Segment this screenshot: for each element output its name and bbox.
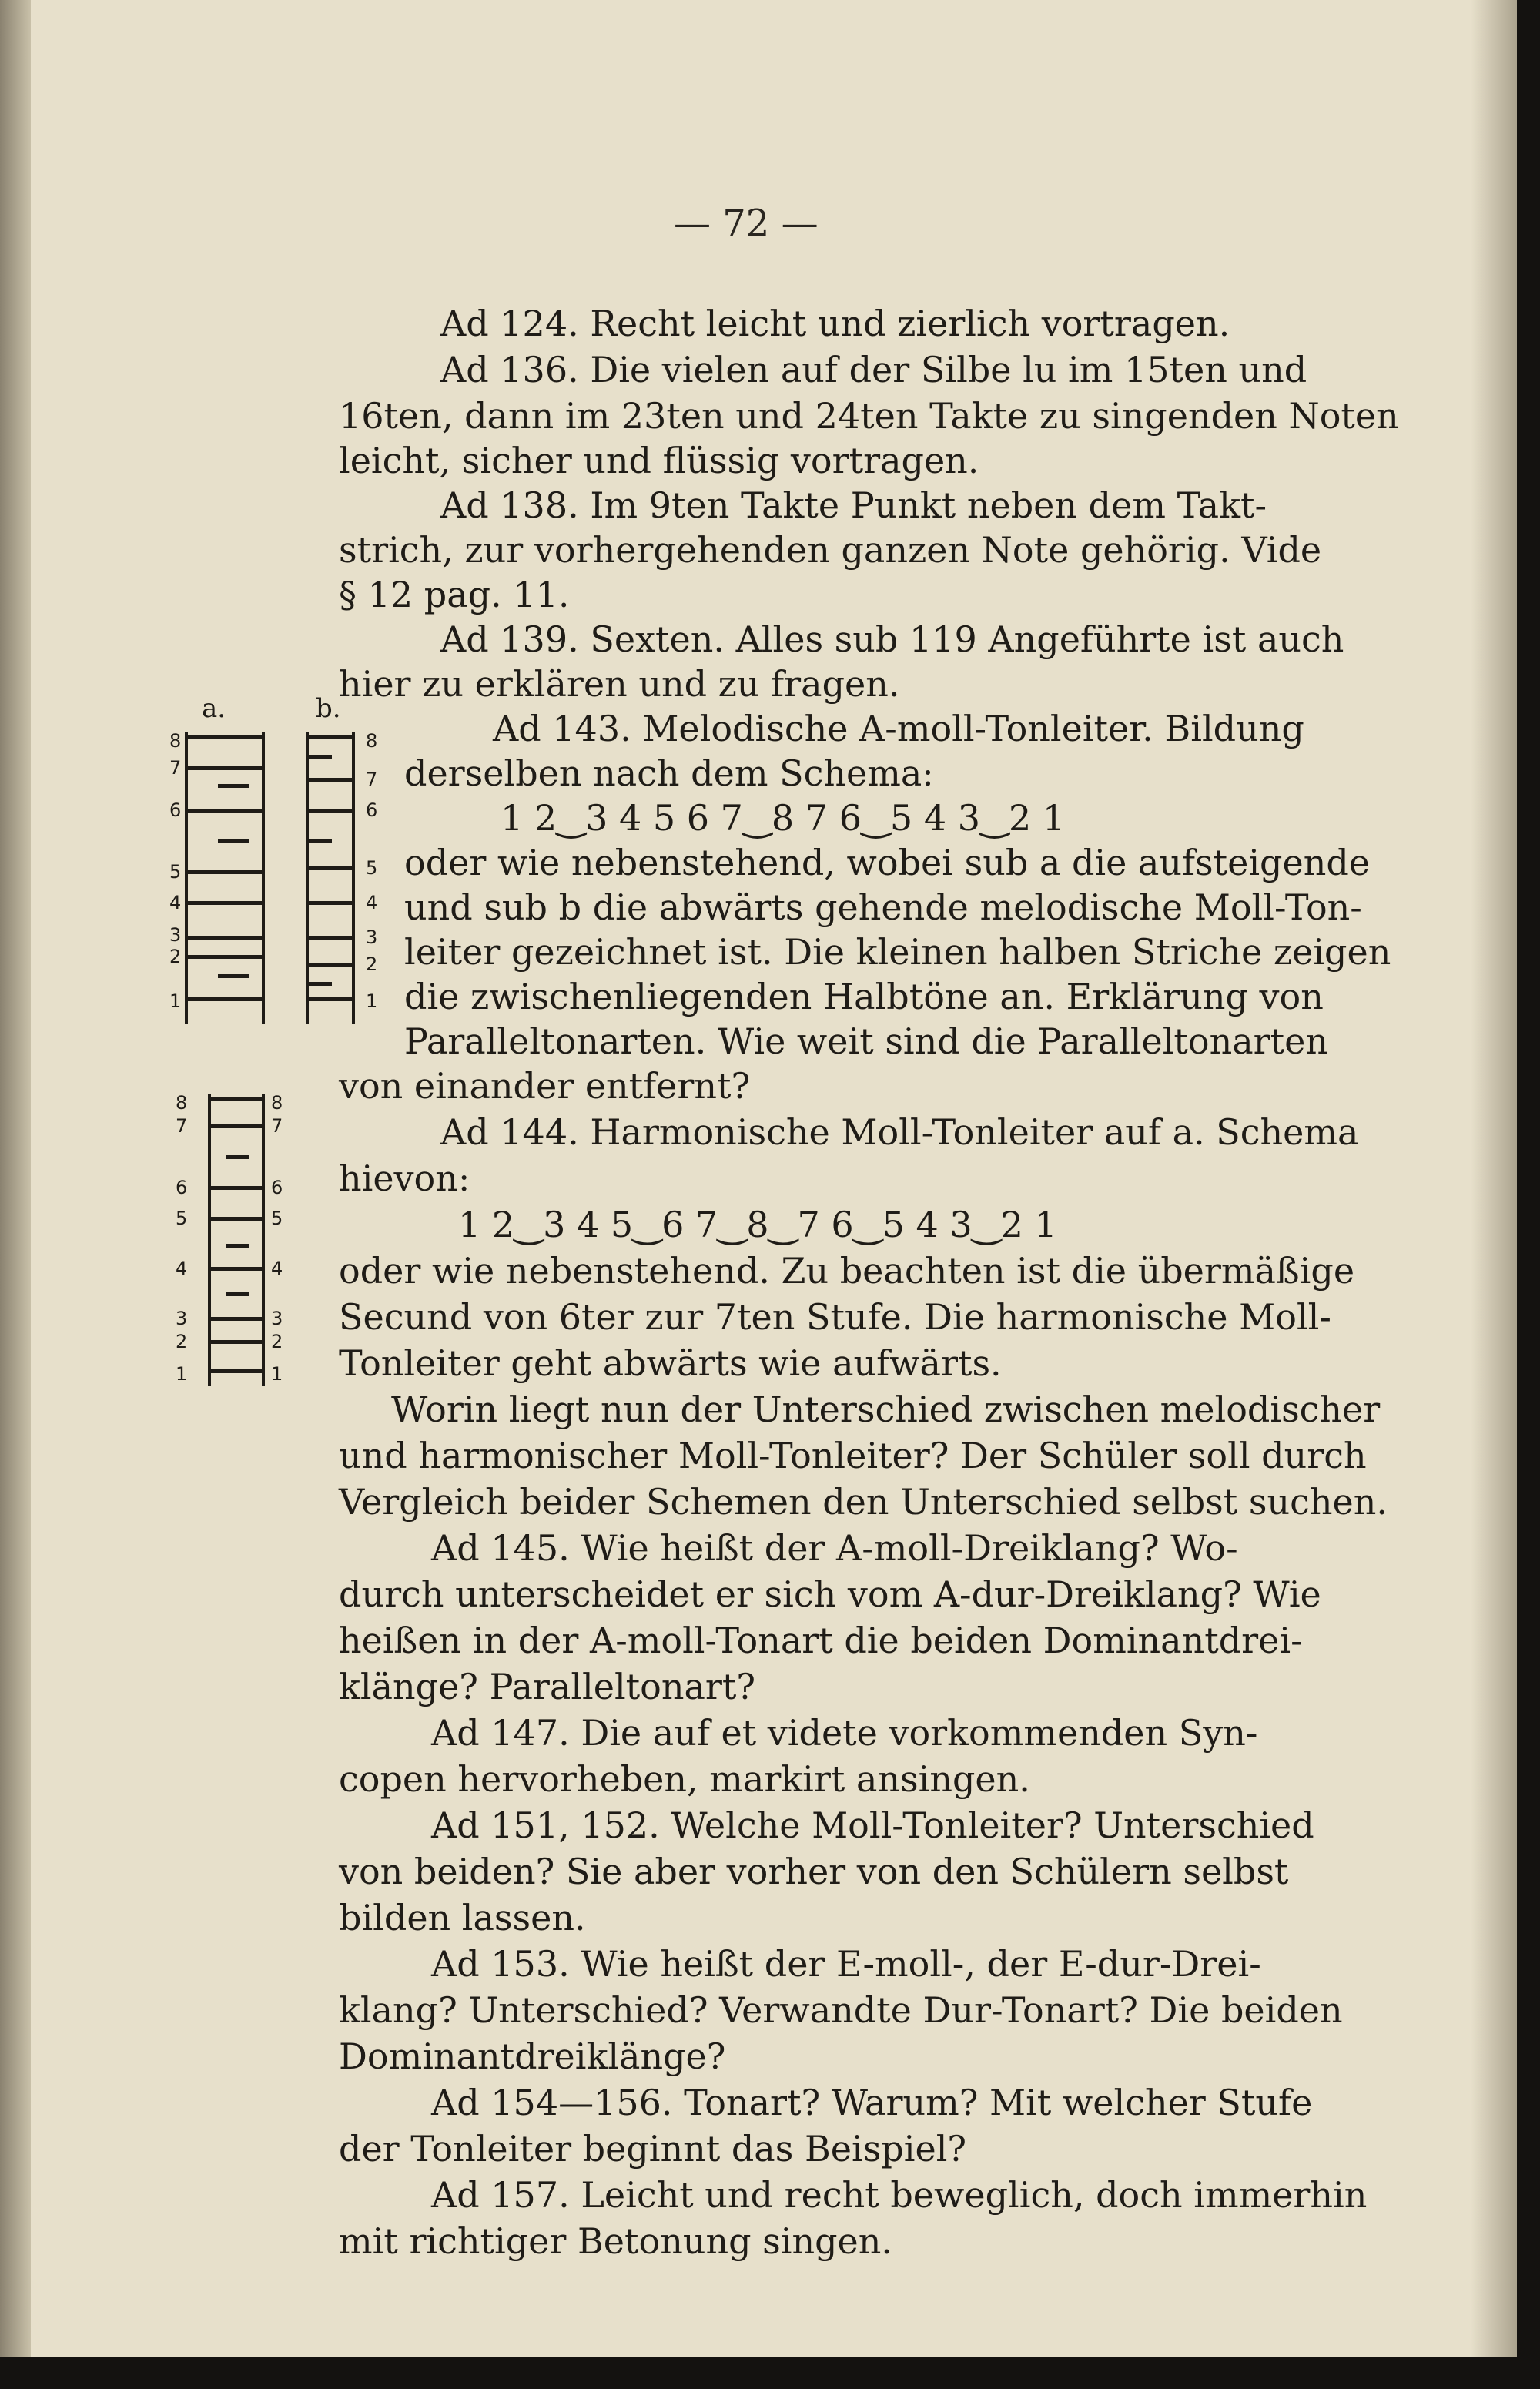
scale-schema-melodic: 1 2‿3 4 5 6 7‿8 7 6‿5 4 3‿2 1 — [500, 797, 1066, 839]
figure-label-b: b. — [316, 693, 341, 724]
ladder-rail — [262, 732, 265, 1024]
scale-schema-harmonic: 1 2‿3 4 5‿6 7‿8‿7 6‿5 4 3‿2 1 — [458, 1204, 1057, 1245]
ladder-step-number: 3 — [176, 1308, 188, 1329]
ladder-rail — [185, 732, 188, 1024]
text-line: Ad 145. Wie heißt der A-moll-Dreiklang? Wo- — [431, 1527, 1238, 1569]
text-line: Ad 136. Die vielen auf der Silbe lu im 15ten und — [440, 349, 1307, 390]
text-line: Secund von 6ter zur 7ten Stufe. Die harmonische Moll- — [339, 1296, 1331, 1338]
ladder-rung — [208, 1317, 265, 1321]
ladder-rung — [185, 955, 265, 959]
ladder-rung — [208, 1217, 265, 1221]
ladder-step-number: 2 — [366, 953, 378, 975]
ladder-rung — [306, 755, 332, 759]
ladder-rung — [218, 784, 249, 788]
ladder-rung — [306, 936, 355, 940]
ladder-step-number: 2 — [271, 1331, 283, 1352]
text-line: klänge? Paralleltonart? — [339, 1666, 756, 1707]
ladder-step-number: 5 — [271, 1208, 283, 1229]
text-line: mit richtiger Betonung singen. — [339, 2220, 893, 2262]
ladder-rung — [208, 1369, 265, 1373]
ladder-rung — [208, 1097, 265, 1101]
text-line: oder wie nebenstehend, wobei sub a die aufsteigende — [404, 842, 1371, 883]
text-line: Dominantdreiklänge? — [339, 2036, 726, 2077]
ladder-step-number: 7 — [366, 769, 378, 790]
ladder-rung — [306, 839, 332, 843]
ladder-rung — [208, 1340, 265, 1344]
text-line: und harmonischer Moll-Tonleiter? Der Schüler soll durch — [339, 1435, 1367, 1476]
ladder-step-number: 6 — [366, 799, 378, 821]
text-line: bilden lassen. — [339, 1897, 586, 1938]
ladder-step-number: 3 — [271, 1308, 283, 1329]
text-line: hievon: — [339, 1158, 470, 1199]
text-line: und sub b die abwärts gehende melodische Moll-Ton- — [404, 886, 1362, 928]
ladder-rung — [226, 1292, 249, 1296]
ladder-rung — [208, 1267, 265, 1271]
ladder-step-number: 5 — [176, 1208, 188, 1229]
text-line: § 12 pag. 11. — [339, 574, 570, 615]
ladder-step-number: 8 — [176, 1092, 188, 1114]
scale-ladder-b — [296, 732, 389, 1024]
ladder-step-number: 2 — [169, 946, 182, 967]
ladder-rung — [306, 963, 355, 967]
text-line: die zwischenliegenden Halbtöne an. Erklärung von — [404, 976, 1324, 1017]
ladder-rung — [306, 735, 355, 739]
text-line: durch unterscheidet er sich vom A-dur-Dreiklang? Wie — [339, 1573, 1321, 1615]
text-line: hier zu erklären und zu fragen. — [339, 663, 900, 705]
ladder-rung — [306, 866, 355, 870]
text-line: leiter gezeichnet ist. Die kleinen halben Striche zeigen — [404, 931, 1391, 973]
ladder-step-number: 7 — [176, 1115, 188, 1137]
text-line: Ad 124. Recht leicht und zierlich vortragen. — [440, 303, 1230, 344]
ladder-step-number: 3 — [169, 924, 182, 946]
text-line: oder wie nebenstehend. Zu beachten ist die übermäßige — [339, 1250, 1355, 1292]
ladder-step-number: 7 — [169, 757, 182, 779]
text-line: Tonleiter geht abwärts wie aufwärts. — [339, 1342, 1002, 1384]
ladder-step-number: 5 — [169, 861, 182, 883]
text-line: von einander entfernt? — [339, 1065, 751, 1107]
ladder-step-number: 6 — [169, 799, 182, 821]
text-line: Ad 157. Leicht und recht beweglich, doch immerhin — [431, 2174, 1368, 2216]
ladder-rung — [185, 766, 265, 770]
ladder-rung — [218, 839, 249, 843]
ladder-rail — [352, 732, 355, 1024]
text-line: Worin liegt nun der Unterschied zwischen melodischer — [391, 1389, 1381, 1430]
ladder-step-number: 5 — [366, 857, 378, 879]
ladder-step-number: 1 — [176, 1363, 188, 1385]
ladder-step-number: 8 — [366, 730, 378, 752]
text-line: copen hervorheben, markirt ansingen. — [339, 1758, 1030, 1800]
figure-label-a: a. — [202, 693, 226, 724]
ladder-step-number: 4 — [169, 892, 182, 913]
ladder-step-number: 8 — [271, 1092, 283, 1114]
ladder-step-number: 4 — [366, 892, 378, 913]
text-line: Ad 143. Melodische A-moll-Tonleiter. Bildung — [493, 708, 1304, 749]
ladder-step-number: 3 — [366, 926, 378, 948]
text-line: Ad 138. Im 9ten Takte Punkt neben dem Takt- — [440, 484, 1267, 526]
ladder-rung — [185, 936, 265, 940]
text-line: Ad 147. Die auf et videte vorkommenden Syn- — [431, 1712, 1258, 1754]
ladder-rung — [208, 1186, 265, 1190]
book-binding — [0, 0, 31, 2357]
text-line: Paralleltonarten. Wie weit sind die Paralleltonarten — [404, 1020, 1328, 1062]
text-line: der Tonleiter beginnt das Beispiel? — [339, 2128, 967, 2170]
text-line: Ad 151, 152. Welche Moll-Tonleiter? Unterschied — [431, 1804, 1314, 1846]
ladder-rung — [226, 1155, 249, 1159]
text-line: Ad 144. Harmonische Moll-Tonleiter auf a. Schema — [440, 1111, 1359, 1153]
ladder-step-number: 4 — [271, 1258, 283, 1279]
ladder-rung — [306, 982, 332, 986]
ladder-rung — [306, 901, 355, 905]
text-line: von beiden? Sie aber vorher von den Schülern selbst — [339, 1851, 1289, 1892]
page-number: — 72 — — [674, 202, 819, 245]
page-header — [0, 202, 1540, 248]
ladder-rung — [306, 778, 355, 782]
text-line: Ad 154—156. Tonart? Warum? Mit welcher Stufe — [431, 2082, 1313, 2123]
ladder-rung — [306, 997, 355, 1001]
text-line: Ad 139. Sexten. Alles sub 119 Angeführte ist auch — [440, 618, 1344, 660]
ladder-step-number: 6 — [176, 1177, 188, 1198]
ladder-rung — [185, 735, 265, 739]
ladder-rung — [185, 997, 265, 1001]
ladder-rung — [185, 870, 265, 874]
ladder-rung — [208, 1124, 265, 1128]
ladder-step-number: 1 — [169, 990, 182, 1012]
ladder-step-number: 7 — [271, 1115, 283, 1137]
scale-ladder-harmonic-left — [176, 1094, 268, 1386]
ladder-step-number: 6 — [271, 1177, 283, 1198]
ladder-rung — [226, 1244, 249, 1248]
scale-ladder-a — [169, 730, 268, 1024]
text-line: Ad 153. Wie heißt der E-moll-, der E-dur-Drei- — [431, 1943, 1261, 1985]
text-line: 16ten, dann im 23ten und 24ten Takte zu singenden Noten — [339, 395, 1399, 437]
ladder-rung — [218, 974, 249, 978]
text-line: heißen in der A-moll-Tonart die beiden Dominantdrei- — [339, 1620, 1303, 1661]
text-line: leicht, sicher und flüssig vortragen. — [339, 440, 979, 481]
ladder-step-number: 8 — [169, 730, 182, 752]
ladder-rail — [306, 732, 309, 1024]
ladder-step-number: 1 — [271, 1363, 283, 1385]
ladder-step-number: 4 — [176, 1258, 188, 1279]
ladder-step-number: 2 — [176, 1331, 188, 1352]
text-line: derselben nach dem Schema: — [404, 752, 934, 794]
ladder-rung — [185, 809, 265, 813]
text-line: strich, zur vorhergehenden ganzen Note gehörig. Vide — [339, 529, 1322, 571]
text-line: klang? Unterschied? Verwandte Dur-Tonart? Die beiden — [339, 1989, 1343, 2031]
ladder-rung — [185, 901, 265, 905]
ladder-step-number: 1 — [366, 990, 378, 1012]
ladder-rung — [306, 809, 355, 813]
scale-ladder-harmonic-right — [270, 1094, 300, 1386]
text-line: Vergleich beider Schemen den Unterschied selbst suchen. — [339, 1481, 1388, 1523]
